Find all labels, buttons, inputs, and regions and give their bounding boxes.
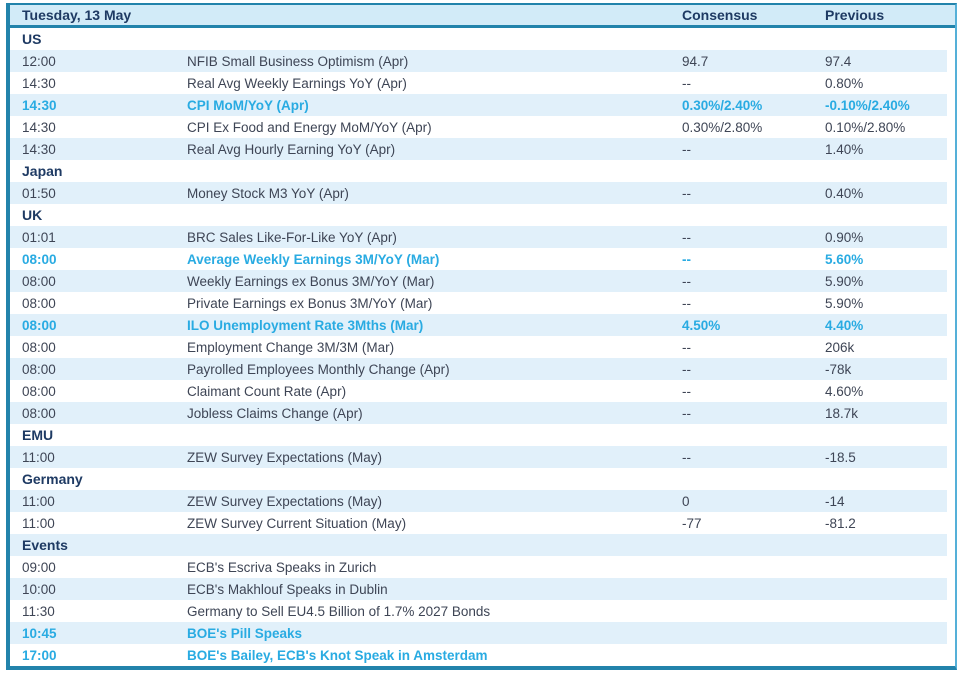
- section-label: Events: [22, 537, 68, 553]
- event-row: [10, 644, 947, 666]
- event-row: [10, 248, 947, 270]
- event-time: 11:00: [22, 515, 55, 531]
- event-time: 14:30: [22, 119, 56, 135]
- consensus-value: --: [682, 251, 691, 267]
- event-row: [10, 512, 947, 534]
- event-row: [10, 72, 947, 94]
- consensus-value: --: [682, 273, 691, 289]
- event-row: [10, 380, 947, 402]
- section-header-row: [10, 160, 947, 182]
- event-row: [10, 358, 947, 380]
- event-row: [10, 94, 947, 116]
- event-time: 08:00: [22, 251, 57, 267]
- consensus-value: 94.7: [682, 53, 709, 69]
- event-time: 01:01: [22, 229, 56, 245]
- consensus-value: 4.50%: [682, 317, 721, 333]
- event-time: 10:45: [22, 625, 57, 641]
- event-row: [10, 490, 947, 512]
- previous-value: -14: [825, 493, 845, 509]
- event-row: [10, 314, 947, 336]
- event-name: Real Avg Weekly Earnings YoY (Apr): [187, 75, 407, 91]
- event-name: Private Earnings ex Bonus 3M/YoY (Mar): [187, 295, 433, 311]
- event-time: 09:00: [22, 559, 56, 575]
- event-time: 14:30: [22, 75, 56, 91]
- consensus-value: -77: [682, 515, 702, 531]
- event-name: ZEW Survey Expectations (May): [187, 493, 383, 509]
- event-time: 08:00: [22, 273, 56, 289]
- previous-value: 18.7k: [825, 405, 859, 421]
- event-time: 08:00: [22, 405, 56, 421]
- event-time: 08:00: [22, 361, 56, 377]
- section-label: EMU: [22, 427, 54, 443]
- consensus-value: 0: [682, 493, 690, 509]
- previous-value: 4.40%: [825, 317, 864, 333]
- event-time: 17:00: [22, 647, 57, 663]
- previous-column-header: Previous: [825, 7, 885, 23]
- section-header-row: [10, 534, 947, 556]
- event-row: [10, 138, 947, 160]
- event-name: ECB's Makhlouf Speaks in Dublin: [187, 581, 388, 597]
- previous-value: -78k: [825, 361, 852, 377]
- event-name: BRC Sales Like-For-Like YoY (Apr): [187, 229, 397, 245]
- event-time: 08:00: [22, 317, 57, 333]
- event-row: [10, 226, 947, 248]
- event-row: [10, 292, 947, 314]
- event-name: ZEW Survey Current Situation (May): [187, 515, 407, 531]
- previous-value: 4.60%: [825, 383, 864, 399]
- event-time: 01:50: [22, 185, 56, 201]
- previous-value: 5.60%: [825, 251, 864, 267]
- section-header-row: [10, 28, 947, 50]
- event-name: ZEW Survey Expectations (May): [187, 449, 383, 465]
- event-row: [10, 270, 947, 292]
- event-name: Claimant Count Rate (Apr): [187, 383, 347, 399]
- section-label: Germany: [22, 471, 83, 487]
- event-name: ECB's Escriva Speaks in Zurich: [187, 559, 377, 575]
- event-name: Jobless Claims Change (Apr): [187, 405, 363, 421]
- event-name: Money Stock M3 YoY (Apr): [187, 185, 349, 201]
- consensus-value: 0.30%/2.80%: [682, 119, 763, 135]
- event-name: Average Weekly Earnings 3M/YoY (Mar): [187, 251, 440, 267]
- event-name: BOE's Bailey, ECB's Knot Speak in Amsterdam: [187, 647, 488, 663]
- event-name: CPI Ex Food and Energy MoM/YoY (Apr): [187, 119, 432, 135]
- event-time: 08:00: [22, 295, 56, 311]
- consensus-value: --: [682, 185, 691, 201]
- event-row: [10, 402, 947, 424]
- event-row: [10, 578, 947, 600]
- section-header-row: [10, 468, 947, 490]
- event-time: 12:00: [22, 53, 56, 69]
- event-row: [10, 116, 947, 138]
- event-time: 08:00: [22, 383, 56, 399]
- previous-value: 0.80%: [825, 75, 864, 91]
- event-name: Real Avg Hourly Earning YoY (Apr): [187, 141, 396, 157]
- section-header-row: [10, 204, 947, 226]
- previous-value: -81.2: [825, 515, 856, 531]
- event-name: CPI MoM/YoY (Apr): [187, 97, 309, 113]
- event-time: 11:00: [22, 493, 55, 509]
- table-body: [10, 28, 955, 666]
- date-title: Tuesday, 13 May: [22, 7, 132, 23]
- consensus-value: --: [682, 405, 691, 421]
- consensus-value: --: [682, 361, 691, 377]
- consensus-value: 0.30%/2.40%: [682, 97, 763, 113]
- section-header-row: [10, 424, 947, 446]
- section-label: Japan: [22, 163, 63, 179]
- previous-value: 5.90%: [825, 273, 864, 289]
- event-row: [10, 446, 947, 468]
- event-time: 11:30: [22, 603, 55, 619]
- previous-value: 97.4: [825, 53, 852, 69]
- consensus-value: --: [682, 449, 691, 465]
- event-name: Weekly Earnings ex Bonus 3M/YoY (Mar): [187, 273, 435, 289]
- event-row: [10, 336, 947, 358]
- consensus-value: --: [682, 75, 691, 91]
- event-row: [10, 182, 947, 204]
- consensus-value: --: [682, 339, 691, 355]
- section-label: US: [22, 31, 42, 47]
- event-row: [10, 50, 947, 72]
- event-name: ILO Unemployment Rate 3Mths (Mar): [187, 317, 424, 333]
- previous-value: 206k: [825, 339, 855, 355]
- event-name: NFIB Small Business Optimism (Apr): [187, 53, 409, 69]
- consensus-value: --: [682, 229, 691, 245]
- economic-calendar-table: [6, 3, 957, 670]
- event-name: Employment Change 3M/3M (Mar): [187, 339, 395, 355]
- previous-value: 0.10%/2.80%: [825, 119, 906, 135]
- consensus-value: --: [682, 383, 691, 399]
- previous-value: 1.40%: [825, 141, 864, 157]
- previous-value: 0.40%: [825, 185, 864, 201]
- previous-value: 5.90%: [825, 295, 864, 311]
- event-time: 11:00: [22, 449, 55, 465]
- previous-value: -0.10%/2.40%: [825, 97, 910, 113]
- section-label: UK: [22, 207, 43, 223]
- event-row: [10, 600, 947, 622]
- event-time: 14:30: [22, 97, 57, 113]
- consensus-value: --: [682, 295, 691, 311]
- table-header-row: [10, 5, 955, 28]
- event-row: [10, 556, 947, 578]
- event-name: Payrolled Employees Monthly Change (Apr): [187, 361, 450, 377]
- event-time: 14:30: [22, 141, 56, 157]
- previous-value: -18.5: [825, 449, 856, 465]
- event-name: Germany to Sell EU4.5 Billion of 1.7% 2027 Bonds: [187, 603, 491, 619]
- consensus-column-header: Consensus: [682, 7, 758, 23]
- event-time: 08:00: [22, 339, 56, 355]
- previous-value: 0.90%: [825, 229, 864, 245]
- event-row: [10, 622, 947, 644]
- consensus-value: --: [682, 141, 691, 157]
- event-name: BOE's Pill Speaks: [187, 625, 303, 641]
- event-time: 10:00: [22, 581, 56, 597]
